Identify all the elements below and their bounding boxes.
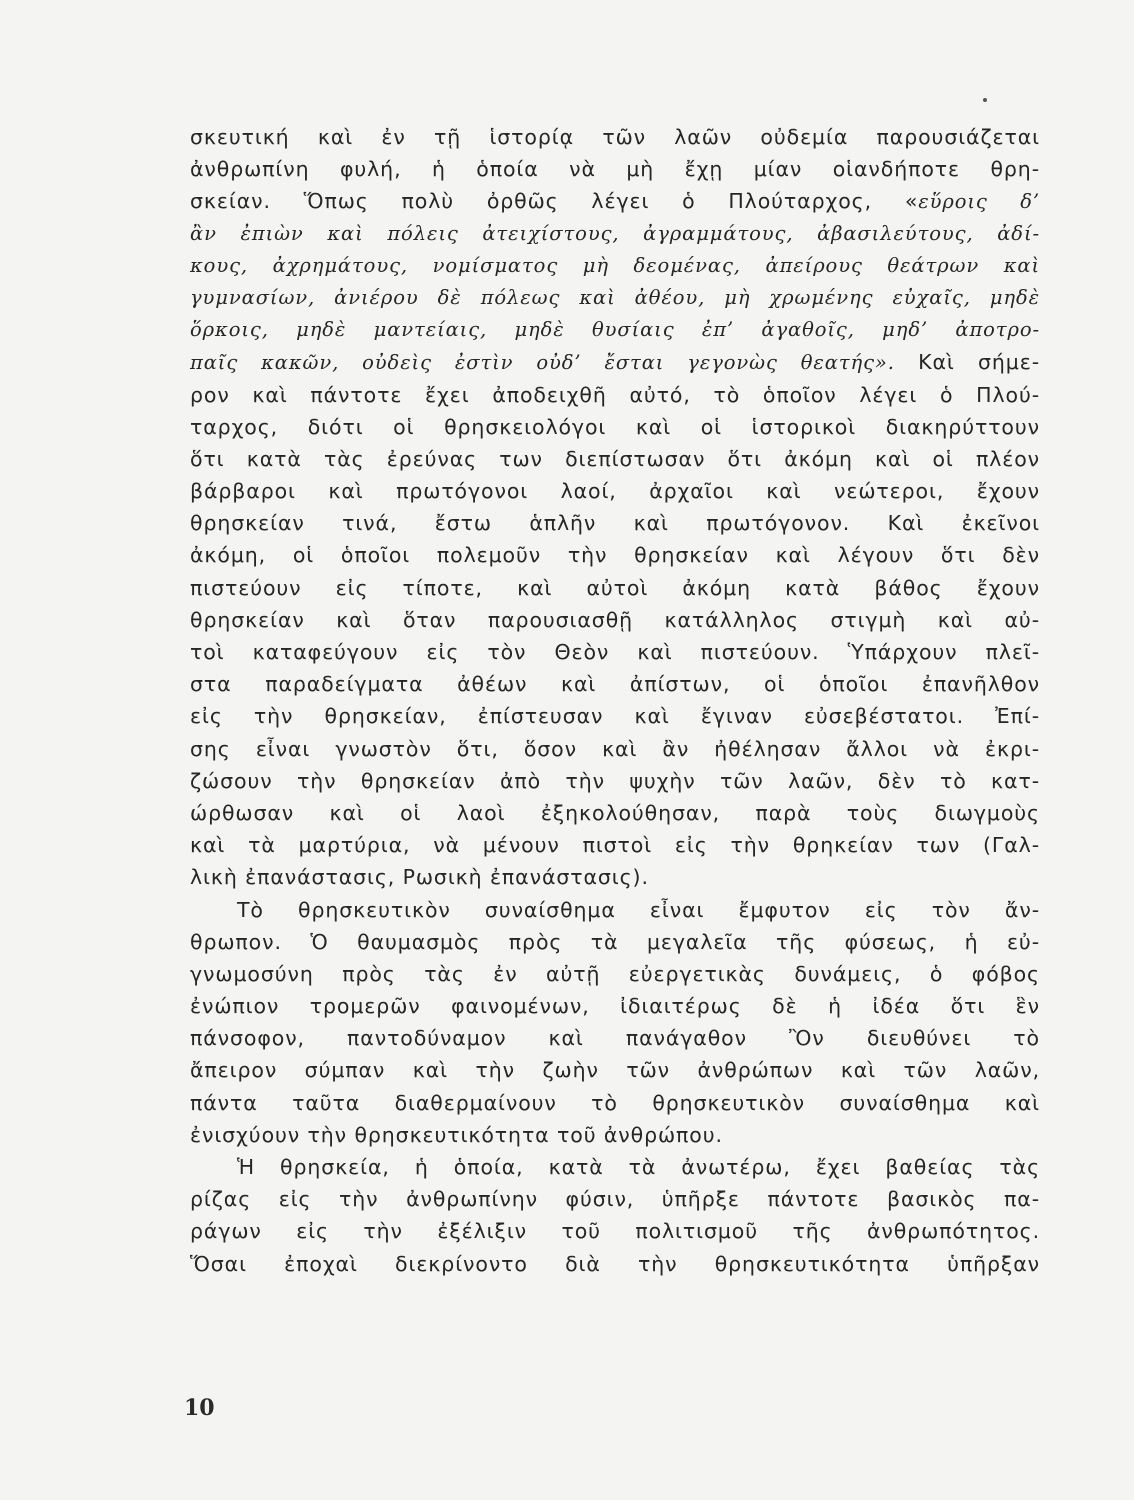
text-line: πιστεύουν εἰς τίποτε, καὶ αὐτοὶ ἀκόμη κατὰ βάθος ἔχουν xyxy=(190,575,1040,600)
text-line: θρησκείαν καὶ ὅταν παρουσιασθῇ κατάλληλος στιγμὴ καὶ αὐ- xyxy=(190,607,1040,632)
quote-line: γυμνασίων, ἀνιέρου δὲ πόλεως καὶ ἀθέου, μὴ χρωμένης εὐχαῖς, μηδὲ xyxy=(190,285,1040,309)
text-line: ἐνώπιον τρομερῶν φαινομένων, ἰδιαιτέρως δὲ ἡ ἰδέα ὅτι ἓν xyxy=(190,994,1040,1019)
text-line: ρίζας εἰς τὴν ἀνθρωπίνην φύσιν, ὑπῆρξε πάντοτε βασικὸς πα- xyxy=(190,1187,1040,1212)
text-line: ἐνισχύουν τὴν θρησκευτικότητα τοῦ ἀνθρώπου. xyxy=(190,1122,723,1147)
text-segment: σκείαν. Ὅπως πολὺ ὀρθῶς λέγει ὁ Πλούταρχος, « xyxy=(190,189,919,214)
text-line: ἀνθρωπίνη φυλή, ἡ ὁποία νὰ μὴ ἔχῃ μίαν οἱανδήποτε θρη- xyxy=(190,157,1040,182)
text-line: σκευτική καὶ ἐν τῇ ἱστορίᾳ τῶν λαῶν οὐδεμία παρουσιάζεται xyxy=(190,125,1040,149)
text-line: θρωπον. Ὁ θαυμασμὸς πρὸς τὰ μεγαλεῖα τῆς φύσεως, ἡ εὐ- xyxy=(190,929,1040,954)
text-line: ταρχος, διότι οἱ θρησκειολόγοι καὶ οἱ ἱστορικοὶ διακηρύττουν xyxy=(190,414,1040,439)
page-number: 10 xyxy=(184,1395,215,1421)
text-line: ἄπειρον σύμπαν καὶ τὴν ζωὴν τῶν ἀνθρώπων καὶ τῶν λαῶν, xyxy=(190,1058,1040,1083)
text-line: ζώσουν τὴν θρησκείαν ἀπὸ τὴν ψυχὴν τῶν λαῶν, δὲν τὸ κατ- xyxy=(190,768,1040,793)
text-line: ράγων εἰς τὴν ἐξέλιξιν τοῦ πολιτισμοῦ τῆς ἀνθρωπότητος. xyxy=(190,1219,1040,1244)
text-line: Ἡ θρησκεία, ἡ ὁποία, κατὰ τὰ ἀνωτέρω, ἔχει βαθείας τὰς xyxy=(237,1155,1040,1179)
quote-segment: παῖς κακῶν, οὐδεὶς ἐστὶν οὐδ’ ἔσται γεγονὼς θεατής». xyxy=(190,351,895,375)
scan-speck xyxy=(983,98,987,102)
text-line: καὶ τὰ μαρτύρια, νὰ μένουν πιστοὶ εἰς τὴν θρηκείαν των (Γαλ- xyxy=(190,833,1040,858)
text-line: ρον καὶ πάντοτε ἔχει ἀποδειχθῆ αὐτό, τὸ ὁποῖον λέγει ὁ Πλού- xyxy=(190,382,1040,407)
text-line: Τὸ θρησκευτικὸν συναίσθημα εἶναι ἔμφυτον εἰς τὸν ἄν- xyxy=(237,897,1040,922)
text-line: λικὴ ἐπανάστασις, Ρωσικὴ ἐπανάστασις). xyxy=(190,865,649,890)
text-line: ἀκόμη, οἱ ὁποῖοι πολεμοῦν τὴν θρησκείαν καὶ λέγουν ὅτι δὲν xyxy=(190,543,1040,568)
text-line xyxy=(190,346,1040,378)
text-segment: Καὶ σήμε- xyxy=(894,350,1041,375)
text-line: γνωμοσύνη πρὸς τὰς ἐν αὐτῇ εὐεργετικὰς δυνάμεις, ὁ φόβος xyxy=(190,961,1040,986)
text-line: ὅτι κατὰ τὰς ἐρεύνας των διεπίστωσαν ὅτι ἀκόμη καὶ οἱ πλέον xyxy=(190,446,1040,471)
text-line: σης εἶναι γνωστὸν ὅτι, ὅσον καὶ ἂν ἠθέλησαν ἄλλοι νὰ ἐκρι- xyxy=(190,736,1040,761)
text-line: Ὅσαι ἐποχαὶ διεκρίνοντο διὰ τὴν θρησκευτικότητα ὑπῆρξαν xyxy=(190,1251,1040,1276)
text-line: πάντα ταῦτα διαθερμαίνουν τὸ θρησκευτικὸν συναίσθημα καὶ xyxy=(190,1090,1040,1115)
text-line: εἰς τὴν θρησκείαν, ἐπίστευσαν καὶ ἔγιναν εὐσεβέστατοι. Ἐπί- xyxy=(190,704,1040,729)
body-text xyxy=(190,121,1040,1280)
text-line xyxy=(190,185,1040,217)
quote-segment: εὕροις δ’ xyxy=(918,190,1040,214)
text-line: θρησκείαν τινά, ἔστω ἁπλῆν καὶ πρωτόγονον. Καὶ ἐκεῖνοι xyxy=(190,511,1040,536)
text-line: βάρβαροι καὶ πρωτόγονοι λαοί, ἀρχαῖοι καὶ νεώτεροι, ἔχουν xyxy=(190,479,1040,504)
text-line: στα παραδείγματα ἀθέων καὶ ἀπίστων, οἱ ὁποῖοι ἐπανῆλθον xyxy=(190,672,1040,697)
text-line: πάνσοφον, παντοδύναμον καὶ πανάγαθον Ὂν διευθύνει τὸ xyxy=(190,1026,1040,1051)
text-line: τοὶ καταφεύγουν εἰς τὸν Θεὸν καὶ πιστεύουν. Ὑπάρχουν πλεῖ- xyxy=(190,640,1040,664)
quote-line: ὅρκοις, μηδὲ μαντείαις, μηδὲ θυσίαις ἐπ’ ἀγαθοῖς, μηδ’ ἀποτρο- xyxy=(190,318,1040,342)
quote-line: κους, ἀχρημάτους, νομίσματος μὴ δεομένας, ἀπείρους θεάτρων καὶ xyxy=(190,253,1040,277)
text-line: ώρθωσαν καὶ οἱ λαοὶ ἐξηκολούθησαν, παρὰ τοὺς διωγμοὺς xyxy=(190,800,1040,825)
quote-line: ἂν ἐπιὼν καὶ πόλεις ἀτειχίστους, ἀγραμμάτους, ἀβασιλεύτους, ἀδί- xyxy=(190,221,1040,245)
